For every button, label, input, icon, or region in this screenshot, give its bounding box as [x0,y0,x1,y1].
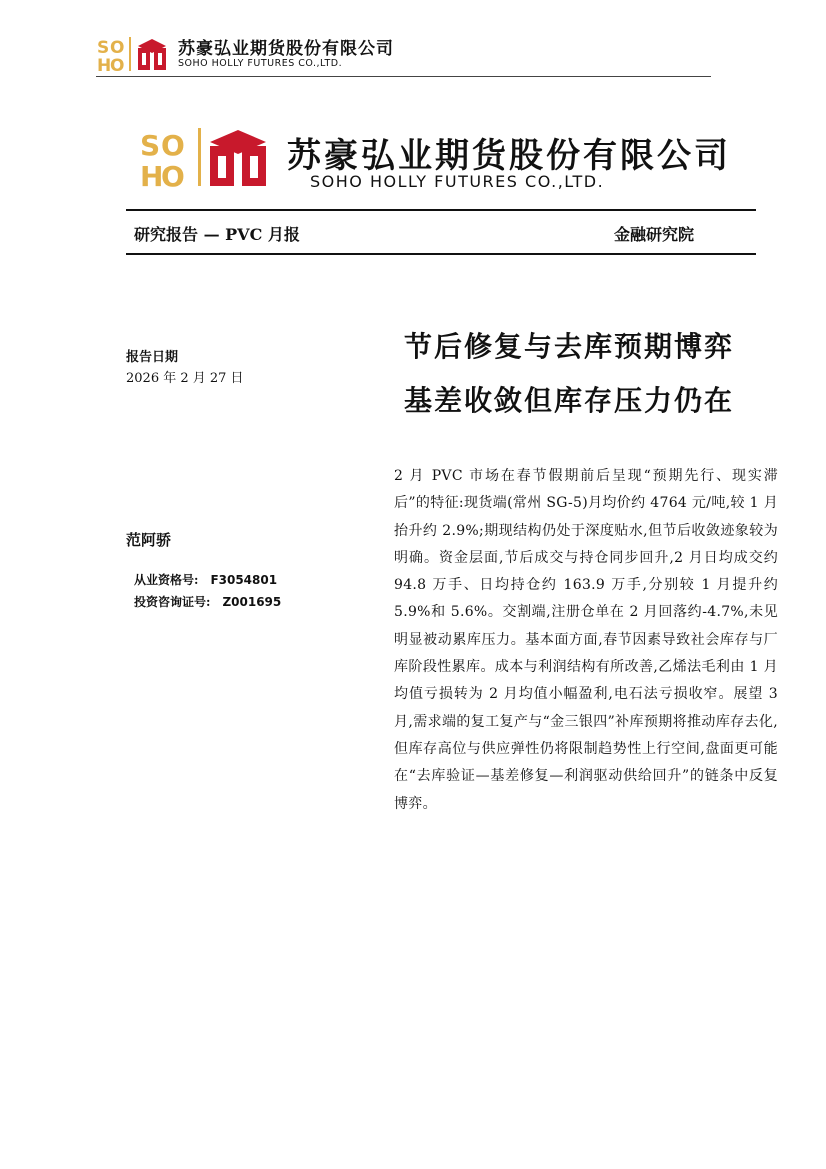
department: 金融研究院 [614,225,695,244]
title-bar-top-rule [126,209,756,211]
svg-text:H: H [97,56,112,74]
main-logo-mark [138,126,278,190]
author-name: 范阿骄 [126,531,172,549]
header-divider [96,76,711,77]
credential-label: 从业资格号: [134,573,199,587]
report-date-label: 报告日期 [126,350,179,365]
svg-text:O: O [110,56,125,74]
credential-qualification [134,571,277,588]
report-title-line-1: 节后修复与去库预期博弈 [404,330,735,363]
svg-text:S: S [97,38,110,58]
title-bar-bottom-rule [126,253,756,255]
header-company-name-cn: 苏豪弘业期货股份有限公司 [178,39,394,59]
svg-text:S: S [140,129,161,162]
report-summary: 2 月 PVC 市场在春节假期前后呈现“预期先行、现实滞后”的特征:现货端(常州 SG-5)月均价约 4764 元/吨,较 1 月抬升约 2.9%;期现结构仍处于深度贴水,但节后收敛迹象较为明确。资金层面,节后成交与持仓同步回升,2 月日均成交约 94.8 万手、日均持仓约 163.9 万手,分别较 1 月提升约 5.9%和 5.6%。交割端,注册仓单在 2 月回落约-4.7%,未见明显被动累库压力。基本面方面,春节因素导致社会库存与厂库阶段性累库。成本与利润结构有所改善,乙烯法毛利由 1 月均值亏损转为 2 月均值小幅盈利,电石法亏损收窄。展望 3 月,需求端的复工复产与“金三银四”补库预期将推动库存去化,但库存高位与供应弹性仍将限制趋势性上行空间,盘面更可能在“去库验证—基差修复—利润驱动供给回升”的链条中反复博弈。 [394,468,778,812]
main-company-name-en: SOHO HOLLY FUTURES CO.,LTD. [310,172,605,191]
svg-text:O: O [110,38,125,58]
main-company-name-cn: 苏豪弘业期货股份有限公司 [287,136,731,176]
credential-consulting [134,593,281,610]
svg-text:O: O [161,160,185,190]
svg-text:O: O [161,129,185,162]
header-company-name-en: SOHO HOLLY FUTURES CO.,LTD. [178,58,343,69]
credential-label: 投资咨询证号: [134,595,211,609]
company-logo-small-icon [96,36,174,74]
credential-value: F3054801 [210,573,278,587]
header-logo-mark [96,36,174,74]
report-title-line-2: 基差收敛但库存压力仍在 [404,384,735,417]
report-type: 研究报告 — PVC 月报 [134,225,300,244]
company-logo-large-icon [138,126,278,190]
credential-value: Z001695 [222,595,282,609]
report-date-value: 2026 年 2 月 27 日 [126,371,244,386]
svg-text:H: H [140,160,164,190]
